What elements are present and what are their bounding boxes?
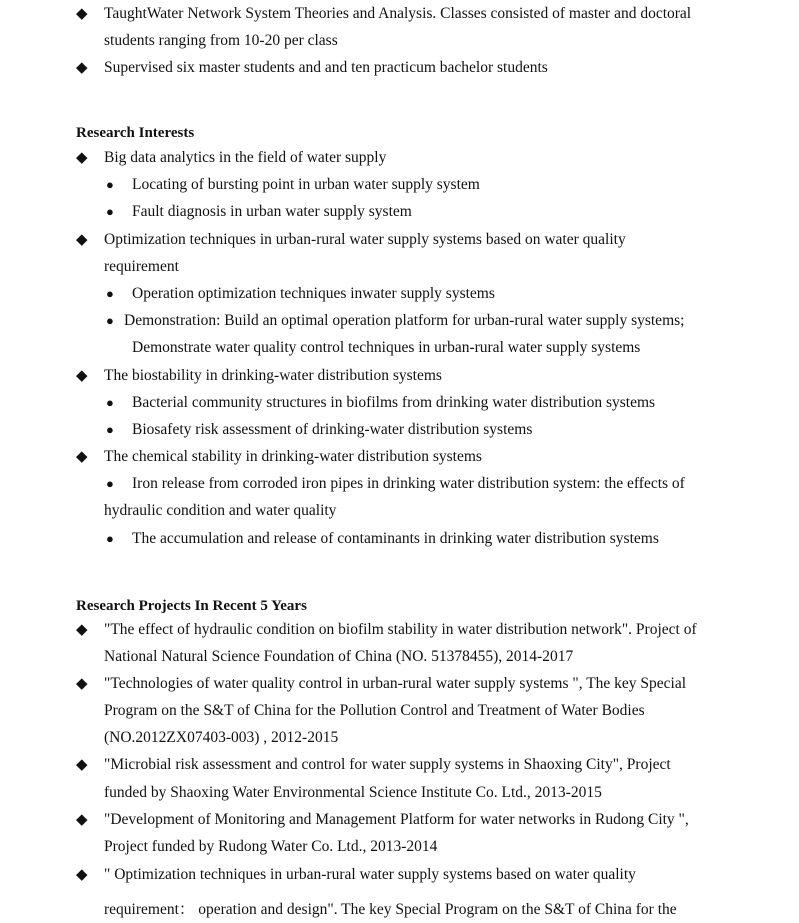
project-2-line-2: Program on the S&T of China for the Pollution Control and Treatment of Water Bodies <box>104 702 645 719</box>
research-projects-heading: Research Projects In Recent 5 Years <box>76 598 307 614</box>
diamond-bullet-icon: ◆ <box>76 150 88 166</box>
project-5-line-2: requirement： operation and design". The key Special Program on the S&T of China for the <box>104 901 677 918</box>
interest-4-sub-2: The accumulation and release of contaminants in drinking water distribution systems <box>132 530 659 547</box>
project-3-line-1: "Microbial risk assessment and control for water supply systems in Shaoxing City", Project <box>104 756 671 773</box>
dot-bullet-icon: ● <box>106 286 114 301</box>
diamond-bullet-icon: ◆ <box>76 6 88 22</box>
interest-1-sub-1: Locating of bursting point in urban water supply system <box>132 176 480 193</box>
diamond-bullet-icon: ◆ <box>76 812 88 828</box>
dot-bullet-icon: ● <box>106 313 114 328</box>
teaching-item-1-line-1: TaughtWater Network System Theories and Analysis. Classes consisted of master and doctoral <box>104 5 692 22</box>
interest-4: The chemical stability in drinking-water distribution systems <box>104 448 482 465</box>
interest-2-sub-2-line-1: Demonstration: Build an optimal operation platform for urban-rural water supply systems; <box>124 312 685 329</box>
interest-4-sub-1-line-2: hydraulic condition and water quality <box>104 502 337 519</box>
diamond-bullet-icon: ◆ <box>76 676 88 692</box>
interest-3-sub-2: Biosafety risk assessment of drinking-water distribution systems <box>132 421 533 438</box>
project-3-line-2: funded by Shaoxing Water Environmental Science Institute Co. Ltd., 2013-2015 <box>104 784 602 801</box>
interest-2-sub-1: Operation optimization techniques inwater supply systems <box>132 285 495 302</box>
interest-3: The biostability in drinking-water distribution systems <box>104 367 442 384</box>
diamond-bullet-icon: ◆ <box>76 867 88 883</box>
diamond-bullet-icon: ◆ <box>76 368 88 384</box>
dot-bullet-icon: ● <box>106 395 114 410</box>
interest-3-sub-1: Bacterial community structures in biofilms from drinking water distribution systems <box>132 394 656 411</box>
research-interests-heading: Research Interests <box>76 125 195 141</box>
project-2-line-1: "Technologies of water quality control in urban-rural water supply systems ", The key Special <box>104 675 687 692</box>
dot-bullet-icon: ● <box>106 476 114 491</box>
diamond-bullet-icon: ◆ <box>76 60 88 76</box>
dot-bullet-icon: ● <box>106 204 114 219</box>
project-2-line-3: (NO.2012ZX07403-003) , 2012-2015 <box>104 729 339 746</box>
interest-2-line-1: Optimization techniques in urban-rural water supply systems based on water quality <box>104 231 626 248</box>
teaching-item-1-line-2: students ranging from 10-20 per class <box>104 32 338 49</box>
interest-4-sub-1-line-1: Iron release from corroded iron pipes in drinking water distribution system: the effects of <box>132 475 685 492</box>
diamond-bullet-icon: ◆ <box>76 622 88 638</box>
dot-bullet-icon: ● <box>106 531 114 546</box>
diamond-bullet-icon: ◆ <box>76 232 88 248</box>
project-1-line-1: "The effect of hydraulic condition on biofilm stability in water distribution network". Project of <box>104 621 697 638</box>
interest-2-line-2: requirement <box>104 258 179 275</box>
interest-1: Big data analytics in the field of water supply <box>104 149 387 166</box>
interest-1-sub-2: Fault diagnosis in urban water supply system <box>132 203 412 220</box>
teaching-item-2: Supervised six master students and and ten practicum bachelor students <box>104 59 548 76</box>
interest-2-sub-2-line-2: Demonstrate water quality control techniques in urban-rural water supply systems <box>132 339 641 356</box>
diamond-bullet-icon: ◆ <box>76 757 88 773</box>
project-1-line-2: National Natural Science Foundation of China (NO. 51378455), 2014-2017 <box>104 648 574 665</box>
dot-bullet-icon: ● <box>106 177 114 192</box>
project-4-line-2: Project funded by Rudong Water Co. Ltd., 2013-2014 <box>104 838 438 855</box>
diamond-bullet-icon: ◆ <box>76 449 88 465</box>
project-4-line-1: "Development of Monitoring and Management Platform for water networks in Rudong City ", <box>104 811 689 828</box>
dot-bullet-icon: ● <box>106 422 114 437</box>
project-5-line-1: " Optimization techniques in urban-rural water supply systems based on water quality <box>104 866 636 883</box>
